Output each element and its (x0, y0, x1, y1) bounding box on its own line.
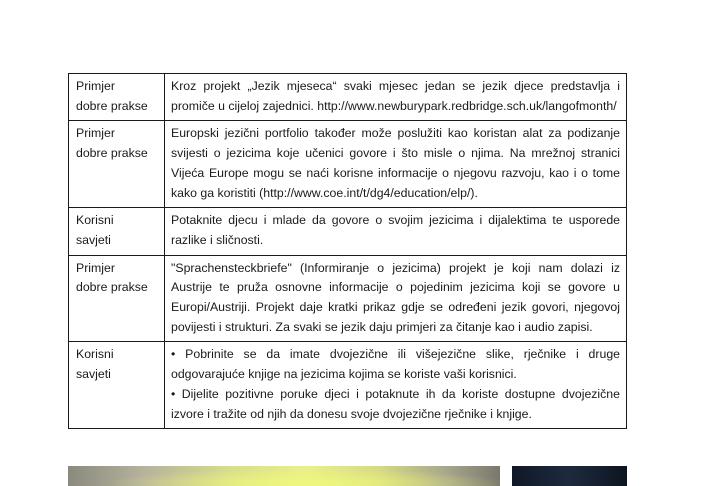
info-table (68, 73, 627, 429)
row-label (69, 255, 165, 342)
row-label (69, 121, 165, 208)
row-content: Kroz projekt „Jezik mjeseca“ svaki mjesec jedan se jezik djece predstavlja i promiče u cijeloj zajednici. http://www.newburypark.redbridge.sch.uk/langofmonth/ (165, 74, 627, 121)
row-label-line: Korisni (76, 347, 114, 362)
row-label-line: savjeti (76, 232, 111, 247)
table-row (69, 121, 627, 208)
row-label-line: Primjer (76, 79, 115, 93)
row-content (165, 342, 627, 429)
photo-left (68, 466, 500, 486)
table-row (69, 74, 627, 121)
row-label (69, 342, 165, 429)
row-label-line: Korisni (76, 213, 114, 228)
row-content: "Sprachensteckbriefe" (Informiranje o jezicima) projekt je koji nam dolazi iz Austrije te pruža osnovne informacije o pojedinim jezicima koji se govore u Europi/Austriji. Projekt daje kratki prikaz gdje se određeni jezik govori, njegovoj povijesti i strukturi. Za svaki se jezik daju primjeri za čitanje kao i audio zapisi. (165, 255, 627, 342)
photo-gap (500, 466, 512, 486)
bullet-item: • Dijelite pozitivne poruke djeci i potaknute ih da koriste dostupne dvojezične izvore i tražite od njih da donesu svoje dvojezične rječnike i knjige. (171, 386, 620, 421)
photo-strip (68, 466, 627, 486)
row-label-line: savjeti (76, 367, 111, 382)
bullet-item: • Pobrinite se da imate dvojezične ili višejezične slike, rječnike i druge odgovarajuće knjige na jezicima kojima se koriste vaši korisnici. (171, 347, 620, 382)
row-label (69, 208, 165, 255)
row-label-line: Primjer (76, 260, 115, 275)
table-row (69, 255, 627, 342)
row-label-line: Primjer (76, 126, 115, 141)
row-label (69, 74, 165, 121)
table-row (69, 208, 627, 255)
row-label-line: dobre prakse (76, 98, 148, 113)
photo-right (512, 466, 627, 486)
table-row (69, 342, 627, 429)
row-label-line: dobre prakse (76, 146, 148, 161)
row-content: Europski jezični portfolio također može poslužiti kao koristan alat za podizanje svijesti o jezicima koje učenici govore i što misle o njima. Na mrežnoj stranici Vijeća Europe mogu se naći korisne informacije o njegovu razvoju, kao i o tome kako ga koristiti (http://www.coe.int/t/dg4/education/elp/). (165, 121, 627, 208)
row-label-line: dobre prakse (76, 280, 148, 295)
row-content: Potaknite djecu i mlade da govore o svojim jezicima i dijalektima te usporede razlike i sličnosti. (165, 208, 627, 255)
